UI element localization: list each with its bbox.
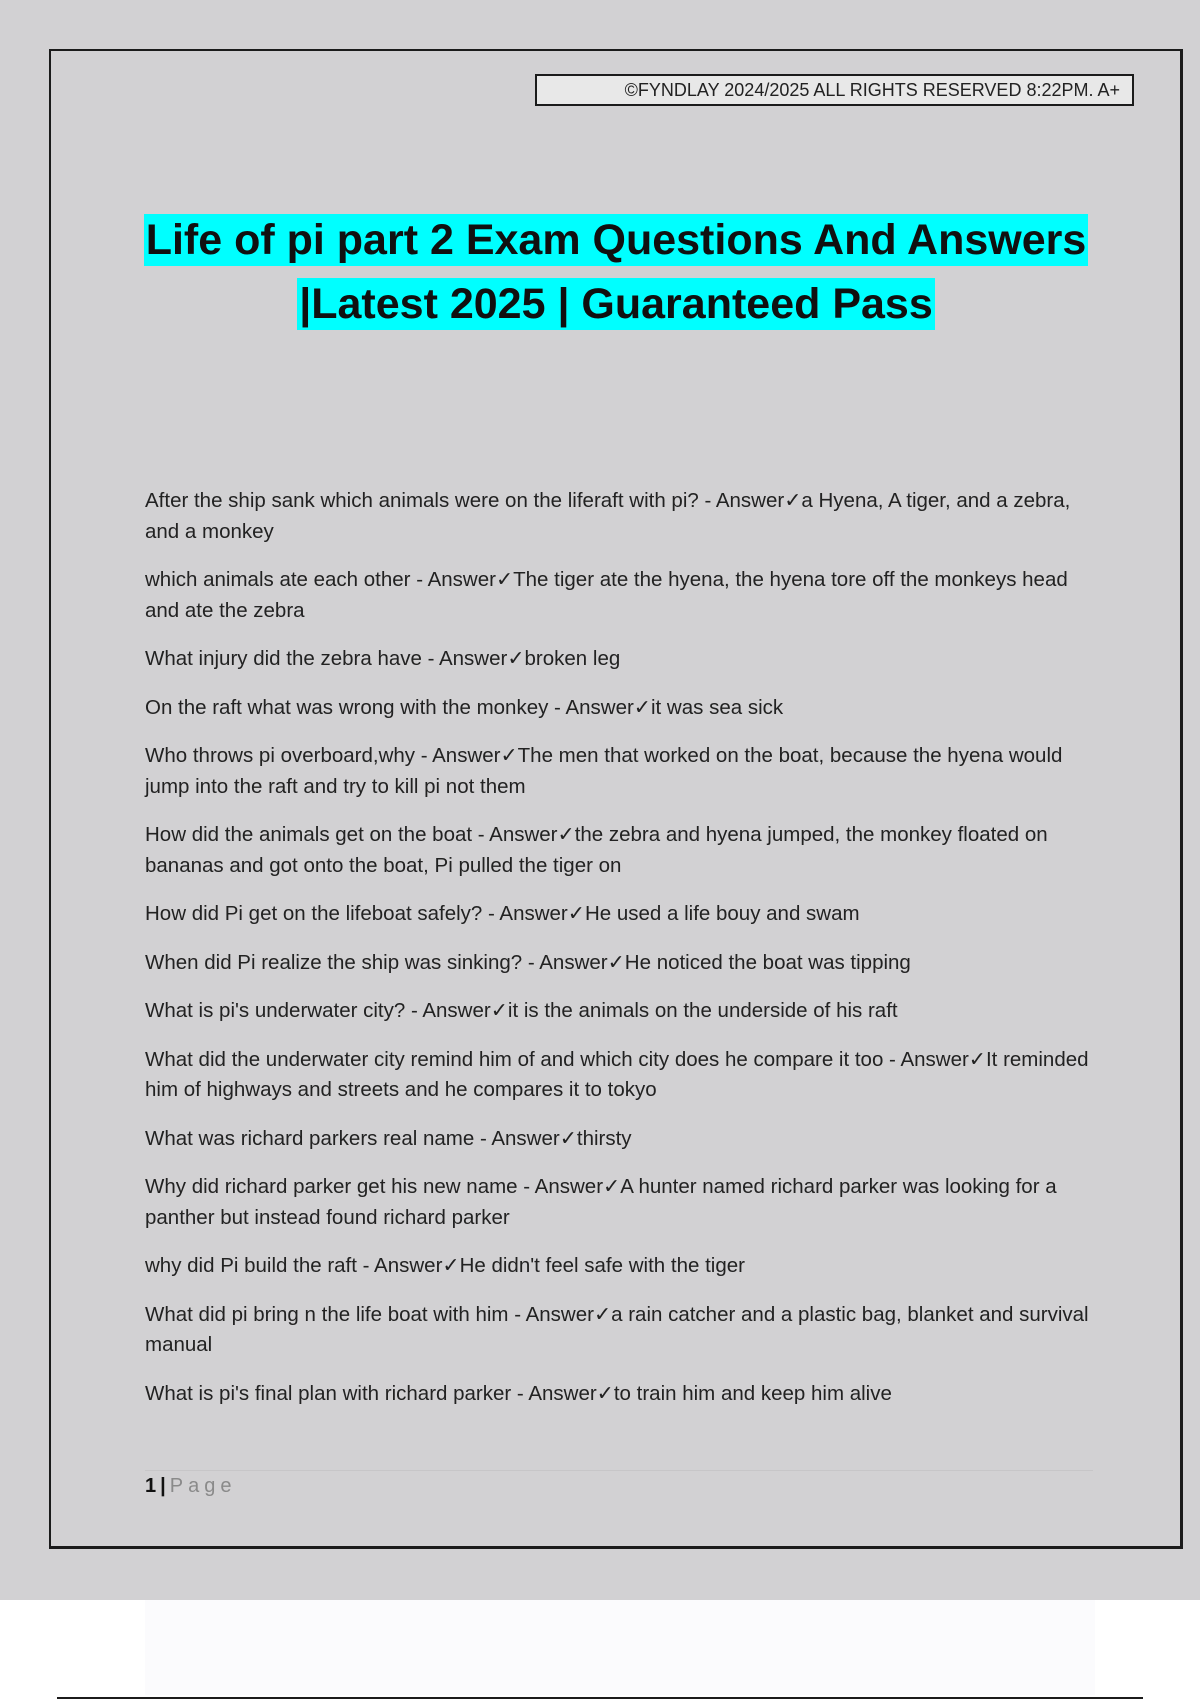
qa-item: Why did richard parker get his new name - Answer✓A hunter named richard parker was looking for a panther but instead found richard parker	[145, 1175, 1057, 1229]
page-label: Page	[169, 1475, 237, 1497]
copyright-header: ©FYNDLAY 2024/2025 ALL RIGHTS RESERVED 8:22PM. A+	[535, 74, 1134, 106]
title-line-1: Life of pi part 2 Exam Questions And Answers	[145, 216, 1087, 264]
qa-item: What was richard parkers real name - Answer✓thirsty	[145, 1126, 632, 1150]
next-page-rule	[57, 1697, 1143, 1699]
page-separator: |	[160, 1475, 166, 1497]
page-number-footer	[145, 1474, 236, 1498]
qa-item: What did the underwater city remind him of and which city does he compare it too - Answer✓It reminded him of highways and streets and he compares it to tokyo	[145, 1047, 1089, 1101]
qa-item: Who throws pi overboard,why - Answer✓The men that worked on the boat, because the hyena would jump into the raft and try to kill pi not them	[145, 744, 1063, 798]
qa-item: which animals ate each other - Answer✓The tiger ate the hyena, the hyena tore off the monkeys head and ate the zebra	[145, 568, 1068, 622]
footer-divider	[145, 1470, 1093, 1471]
page-number: 1	[145, 1475, 157, 1497]
question-answer-list	[145, 486, 1100, 1427]
qa-item: why did Pi build the raft - Answer✓He didn't feel safe with the tiger	[145, 1254, 745, 1277]
qa-item: What is pi's underwater city? - Answer✓it is the animals on the underside of his raft	[145, 999, 898, 1022]
next-page-preview	[145, 1600, 1095, 1695]
qa-item: How did the animals get on the boat - Answer✓the zebra and hyena jumped, the monkey floated on bananas and got onto the boat, Pi pulled the tiger on	[145, 823, 1048, 877]
qa-item: What is pi's final plan with richard parker - Answer✓to train him and keep him alive	[145, 1381, 892, 1405]
qa-item: After the ship sank which animals were on the liferaft with pi? - Answer✓a Hyena, A tiger, and a zebra, and a monkey	[145, 489, 1071, 543]
qa-item: On the raft what was wrong with the monkey - Answer✓it was sea sick	[145, 695, 784, 719]
title-line-2: |Latest 2025 | Guaranteed Pass	[299, 280, 933, 328]
document-title	[60, 208, 1172, 336]
qa-item: When did Pi realize the ship was sinking? - Answer✓He noticed the boat was tipping	[145, 950, 911, 974]
qa-item: What injury did the zebra have - Answer✓broken leg	[145, 647, 621, 670]
qa-item: What did pi bring n the life boat with him - Answer✓a rain catcher and a plastic bag, blanket and survival manual	[145, 1302, 1089, 1356]
qa-item: How did Pi get on the lifeboat safely? - Answer✓He used a life bouy and swam	[145, 902, 860, 925]
